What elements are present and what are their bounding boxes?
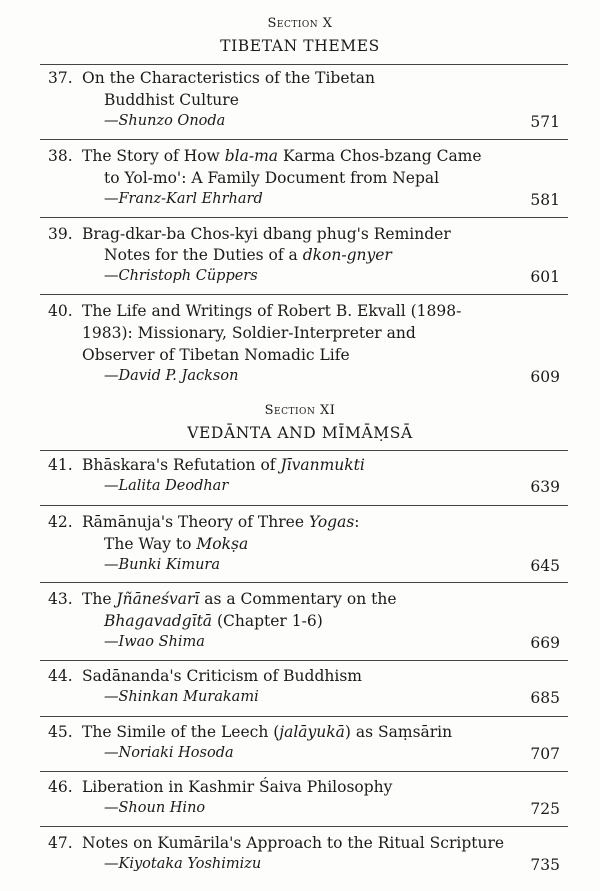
entry-title-line: Notes on Kumārila's Approach to the Ritual Scripture bbox=[82, 834, 505, 852]
entry-title-text: The Way to bbox=[104, 535, 197, 553]
entry-title-line bbox=[104, 246, 392, 264]
entry-number: 40. bbox=[48, 302, 73, 320]
entry-title-line: to Yol-mo': A Family Document from Nepal bbox=[104, 169, 440, 187]
divider bbox=[40, 716, 568, 717]
entry-author: —Kiyotaka Yoshimizu bbox=[104, 856, 262, 872]
entry-page-number: 571 bbox=[530, 113, 560, 131]
divider bbox=[40, 139, 568, 140]
section-label: Section XI bbox=[264, 403, 336, 418]
section-title: VEDĀNTA AND MĪMĀṂSĀ bbox=[187, 424, 413, 442]
entry-title-text: The Story of How bbox=[82, 147, 225, 165]
divider bbox=[40, 64, 568, 65]
entry-page-number: 639 bbox=[530, 478, 560, 496]
divider bbox=[40, 826, 568, 827]
entry-author: —Shinkan Murakami bbox=[104, 689, 259, 705]
entry-page-number: 609 bbox=[530, 368, 560, 386]
entry-number: 37. bbox=[48, 69, 73, 87]
entry-title-line: 1983): Missionary, Soldier-Interpreter and bbox=[82, 324, 416, 342]
entry-author: —Iwao Shima bbox=[104, 634, 205, 650]
entry-number: 44. bbox=[48, 667, 73, 685]
entry-page-number: 601 bbox=[530, 268, 560, 286]
divider bbox=[40, 294, 568, 295]
entry-title-text: Karma Chos-bzang Came bbox=[278, 147, 482, 165]
entry-title-line: Buddhist Culture bbox=[104, 91, 239, 109]
entry-page-number: 669 bbox=[530, 634, 560, 652]
entry-title-text: : bbox=[354, 513, 360, 531]
entry-title-line bbox=[82, 723, 452, 741]
entry-title-line bbox=[82, 456, 365, 474]
entry-author: —Christoph Cüppers bbox=[104, 268, 258, 284]
entry-author: —Franz-Karl Ehrhard bbox=[104, 191, 263, 207]
entry-number: 45. bbox=[48, 723, 73, 741]
entry-title-text: ) as Saṃsārin bbox=[344, 723, 453, 741]
entry-title-line: Sadānanda's Criticism of Buddhism bbox=[82, 667, 362, 685]
entry-title-line bbox=[82, 147, 482, 165]
divider bbox=[40, 582, 568, 583]
entry-title-line bbox=[104, 535, 248, 553]
section-label: Section X bbox=[267, 16, 333, 31]
entry-title-line: Liberation in Kashmir Śaiva Philosophy bbox=[82, 778, 393, 796]
divider bbox=[40, 505, 568, 506]
entry-title-italic: dkon-gnyer bbox=[302, 246, 392, 264]
entry-title-italic: jalāyukā bbox=[279, 723, 345, 741]
entry-number: 43. bbox=[48, 590, 73, 608]
entry-author: —Noriaki Hosoda bbox=[104, 745, 234, 761]
section-title: TIBETAN THEMES bbox=[220, 37, 380, 55]
entry-title-text: (Chapter 1-6) bbox=[212, 612, 323, 630]
entry-number: 39. bbox=[48, 225, 73, 243]
entry-title-line: The Life and Writings of Robert B. Ekvall (1898- bbox=[82, 302, 462, 320]
entry-title-line bbox=[82, 590, 397, 608]
divider bbox=[40, 771, 568, 772]
entry-page-number: 725 bbox=[530, 800, 560, 818]
entry-number: 41. bbox=[48, 456, 73, 474]
entry-page-number: 735 bbox=[530, 856, 560, 874]
entry-title-line: On the Characteristics of the Tibetan bbox=[82, 69, 375, 87]
entry-title-text: Bhāskara's Refutation of bbox=[82, 456, 281, 474]
entry-author: —Shunzo Onoda bbox=[104, 113, 226, 129]
entry-title-line bbox=[104, 612, 323, 630]
entry-page-number: 581 bbox=[530, 191, 560, 209]
entry-title-text: as a Commentary on the bbox=[199, 590, 397, 608]
divider bbox=[40, 217, 568, 218]
entry-title-italic: Jñāneśvarī bbox=[116, 590, 200, 608]
entry-title-line: Brag-dkar-ba Chos-kyi dbang phug's Reminder bbox=[82, 225, 451, 243]
entry-author: —Shoun Hino bbox=[104, 800, 206, 816]
entry-page-number: 685 bbox=[530, 689, 560, 707]
entry-title-italic: Yogas bbox=[308, 513, 355, 531]
entry-title-line bbox=[82, 513, 360, 531]
entry-title-italic: Jīvanmukti bbox=[280, 456, 365, 474]
entry-page-number: 707 bbox=[530, 745, 560, 763]
entry-author: —David P. Jackson bbox=[104, 368, 239, 384]
entry-author: —Lalita Deodhar bbox=[104, 478, 229, 494]
entry-title-line: Observer of Tibetan Nomadic Life bbox=[82, 346, 350, 364]
entry-title-text: The Simile of the Leech ( bbox=[82, 723, 280, 741]
entry-number: 47. bbox=[48, 834, 73, 852]
entry-title-italic: bla-ma bbox=[224, 147, 279, 165]
divider bbox=[40, 450, 568, 451]
entry-page-number: 645 bbox=[530, 557, 560, 575]
entry-title-text: Rāmānuja's Theory of Three bbox=[82, 513, 309, 531]
divider bbox=[40, 660, 568, 661]
entry-title-italic: Bhagavadgītā bbox=[104, 612, 213, 630]
entry-author: —Bunki Kimura bbox=[104, 557, 220, 573]
entry-title-text: The bbox=[82, 590, 117, 608]
entry-number: 38. bbox=[48, 147, 73, 165]
entry-number: 46. bbox=[48, 778, 73, 796]
entry-title-text: Notes for the Duties of a bbox=[104, 246, 303, 264]
entry-title-italic: Mokṣa bbox=[196, 535, 249, 553]
entry-number: 42. bbox=[48, 513, 73, 531]
